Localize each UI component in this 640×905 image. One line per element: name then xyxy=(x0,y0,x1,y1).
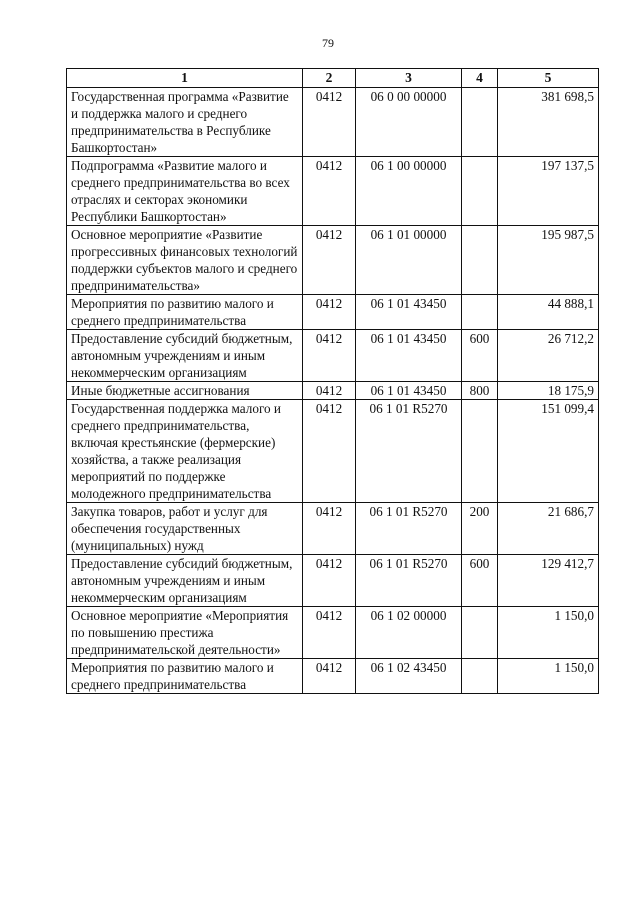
row-name-cell: Иные бюджетные ассигнования xyxy=(67,382,303,400)
row-program-cell: 06 1 00 00000 xyxy=(356,157,462,226)
row-type-cell: 800 xyxy=(462,382,498,400)
row-name-cell: Мероприятия по развитию малого и среднего предпринимательства xyxy=(67,659,303,694)
row-code-cell: 0412 xyxy=(303,330,356,382)
table-header-row xyxy=(67,69,599,88)
row-program-cell: 06 1 02 43450 xyxy=(356,659,462,694)
row-program-cell: 06 1 01 R5270 xyxy=(356,555,462,607)
row-amount-cell: 18 175,9 xyxy=(498,382,599,400)
row-code-cell: 0412 xyxy=(303,555,356,607)
table-row xyxy=(67,88,599,157)
row-type-cell xyxy=(462,295,498,330)
row-program-cell: 06 1 01 43450 xyxy=(356,382,462,400)
row-type-cell: 600 xyxy=(462,555,498,607)
row-program-cell: 06 1 01 43450 xyxy=(356,295,462,330)
table-row xyxy=(67,382,599,400)
row-program-cell: 06 1 01 43450 xyxy=(356,330,462,382)
column-header-5: 5 xyxy=(498,69,599,88)
row-name-cell: Государственная программа «Развитие и поддержка малого и среднего предпринимательства в Республике Башкортостан» xyxy=(67,88,303,157)
row-amount-cell: 26 712,2 xyxy=(498,330,599,382)
row-code-cell: 0412 xyxy=(303,157,356,226)
budget-table xyxy=(66,68,599,694)
row-code-cell: 0412 xyxy=(303,503,356,555)
table-row xyxy=(67,295,599,330)
row-name-cell: Подпрограмма «Развитие малого и среднего предпринимательства во всех отраслях и секторах экономики Республики Башкортостан» xyxy=(67,157,303,226)
row-amount-cell: 129 412,7 xyxy=(498,555,599,607)
row-code-cell: 0412 xyxy=(303,607,356,659)
row-amount-cell: 195 987,5 xyxy=(498,226,599,295)
table-body xyxy=(67,88,599,694)
table-row xyxy=(67,607,599,659)
row-code-cell: 0412 xyxy=(303,659,356,694)
row-type-cell xyxy=(462,400,498,503)
row-program-cell: 06 1 02 00000 xyxy=(356,607,462,659)
row-amount-cell: 44 888,1 xyxy=(498,295,599,330)
row-program-cell: 06 0 00 00000 xyxy=(356,88,462,157)
row-code-cell: 0412 xyxy=(303,382,356,400)
row-name-cell: Мероприятия по развитию малого и среднего предпринимательства xyxy=(67,295,303,330)
column-header-2: 2 xyxy=(303,69,356,88)
table-row xyxy=(67,330,599,382)
row-code-cell: 0412 xyxy=(303,400,356,503)
row-type-cell: 200 xyxy=(462,503,498,555)
table-row xyxy=(67,226,599,295)
table-row xyxy=(67,157,599,226)
column-header-3: 3 xyxy=(356,69,462,88)
table-row xyxy=(67,659,599,694)
column-header-1: 1 xyxy=(67,69,303,88)
table-row xyxy=(67,400,599,503)
table-row xyxy=(67,555,599,607)
row-amount-cell: 1 150,0 xyxy=(498,659,599,694)
row-name-cell: Государственная поддержка малого и среднего предпринимательства, включая крестьянские (фермерские) хозяйства, а также реализация мероприятий по поддержке молодежного предпринимательства xyxy=(67,400,303,503)
row-code-cell: 0412 xyxy=(303,226,356,295)
row-name-cell: Предоставление субсидий бюджетным, автономным учреждениям и иным некоммерческим организациям xyxy=(67,330,303,382)
row-amount-cell: 197 137,5 xyxy=(498,157,599,226)
row-type-cell xyxy=(462,157,498,226)
row-type-cell xyxy=(462,226,498,295)
row-type-cell xyxy=(462,88,498,157)
row-name-cell: Основное мероприятие «Мероприятия по повышению престижа предпринимательской деятельности» xyxy=(67,607,303,659)
row-name-cell: Основное мероприятие «Развитие прогрессивных финансовых технологий поддержки субъектов малого и среднего предпринимательства» xyxy=(67,226,303,295)
row-amount-cell: 21 686,7 xyxy=(498,503,599,555)
row-type-cell xyxy=(462,659,498,694)
row-amount-cell: 381 698,5 xyxy=(498,88,599,157)
row-program-cell: 06 1 01 R5270 xyxy=(356,503,462,555)
table-row xyxy=(67,503,599,555)
row-type-cell xyxy=(462,607,498,659)
row-program-cell: 06 1 01 R5270 xyxy=(356,400,462,503)
row-code-cell: 0412 xyxy=(303,295,356,330)
page-number: 79 xyxy=(322,36,334,50)
row-name-cell: Закупка товаров, работ и услуг для обеспечения государственных (муниципальных) нужд xyxy=(67,503,303,555)
row-name-cell: Предоставление субсидий бюджетным, автономным учреждениям и иным некоммерческим организациям xyxy=(67,555,303,607)
column-header-4: 4 xyxy=(462,69,498,88)
row-type-cell: 600 xyxy=(462,330,498,382)
row-amount-cell: 151 099,4 xyxy=(498,400,599,503)
row-amount-cell: 1 150,0 xyxy=(498,607,599,659)
row-program-cell: 06 1 01 00000 xyxy=(356,226,462,295)
row-code-cell: 0412 xyxy=(303,88,356,157)
